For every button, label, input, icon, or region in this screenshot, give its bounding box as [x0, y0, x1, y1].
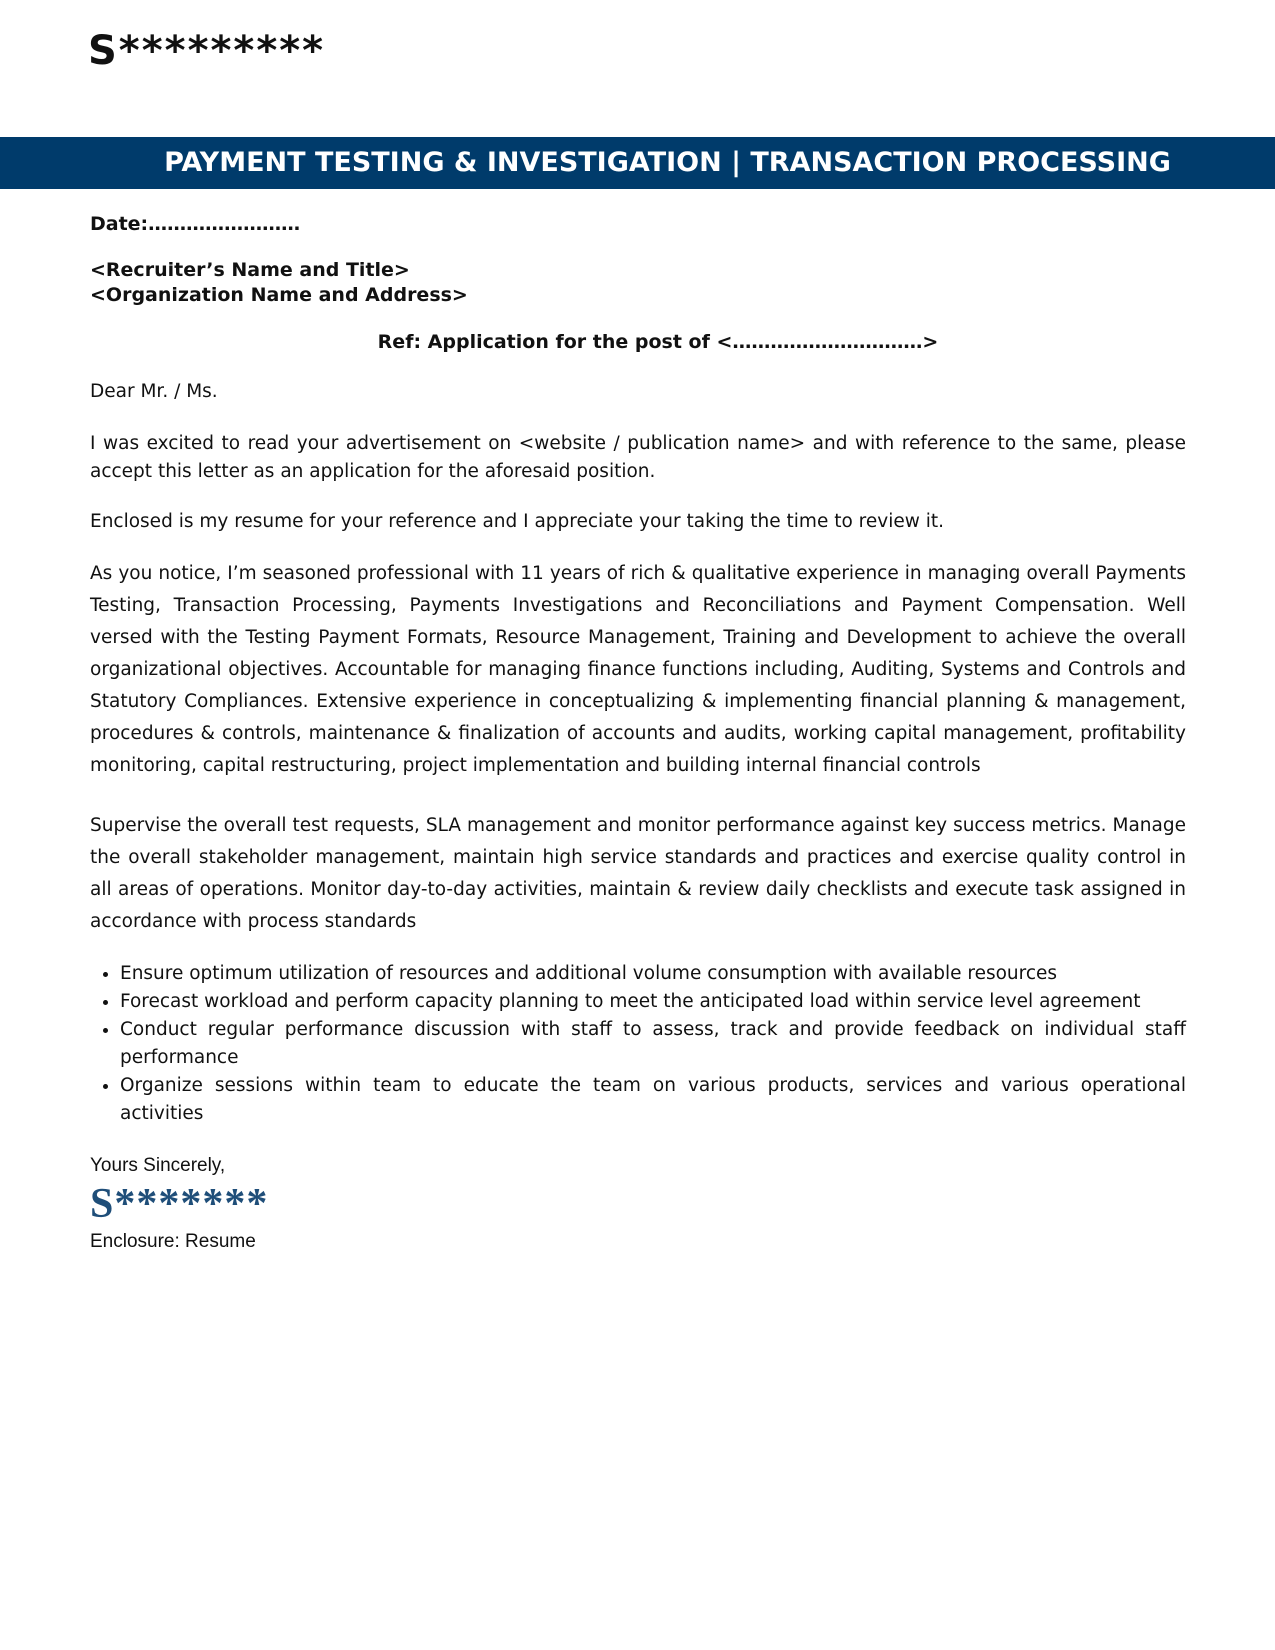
date-line: Date:……………………	[90, 213, 301, 235]
recipient-block	[90, 258, 1186, 308]
paragraph-enclosed: Enclosed is my resume for your reference and I appreciate your taking the time to review it.	[90, 511, 945, 532]
enclosure-line: Enclosure: Resume	[90, 1231, 256, 1252]
recipient-name: <Recruiter’s Name and Title>	[90, 259, 410, 281]
list-item: • Conduct regular performance discussion with staff to assess, track and provide feedback on individual staff performance	[120, 1016, 1186, 1072]
salutation: Dear Mr. / Ms.	[90, 381, 218, 402]
responsibilities-list	[90, 960, 1186, 1128]
title-banner: PAYMENT TESTING & INVESTIGATION | TRANSACTION PROCESSING	[0, 137, 1275, 189]
paragraph-intro: I was excited to read your advertisement on <website / publication name> and with reference to the same, please accept this letter as an application for the aforesaid position.	[90, 433, 1186, 482]
applicant-name-header: S*********	[88, 28, 326, 74]
closing-line: Yours Sincerely,	[90, 1155, 226, 1176]
list-item: • Forecast workload and perform capacity planning to meet the anticipated load within service level agreement	[120, 988, 1186, 1016]
reference-line: Ref: Application for the post of <…………………………>	[377, 331, 939, 353]
recipient-organization: <Organization Name and Address>	[90, 284, 468, 306]
signature: S*******	[90, 1181, 269, 1227]
list-item: • Organize sessions within team to educate the team on various products, services and various operational activities	[120, 1072, 1186, 1128]
paragraph-supervise: Supervise the overall test requests, SLA management and monitor performance against key success metrics. Manage the overall stakeholder management, maintain high service standards and practices and exercise quality control in all areas of operations. Monitor day-to-day activities, maintain & review daily checklists and execute task assigned in accordance with process standards	[90, 815, 1186, 932]
list-item: • Ensure optimum utilization of resources and additional volume consumption with available resources	[120, 960, 1186, 988]
paragraph-experience: As you notice, I’m seasoned professional with 11 years of rich & qualitative experience in managing overall Payments Testing, Transaction Processing, Payments Investigations and Reconciliations and Payment Compensation. Well versed with the Testing Payment Formats, Resource Management, Training and Development to achieve the overall organizational objectives. Accountable for managing finance functions including, Auditing, Systems and Controls and Statutory Compliances. Extensive experience in conceptualizing & implementing financial planning & management, procedures & controls, maintenance & finalization of accounts and audits, working capital management, profitability monitoring, capital restructuring, project implementation and building internal financial controls	[90, 563, 1186, 776]
letter-body	[90, 210, 1186, 1256]
